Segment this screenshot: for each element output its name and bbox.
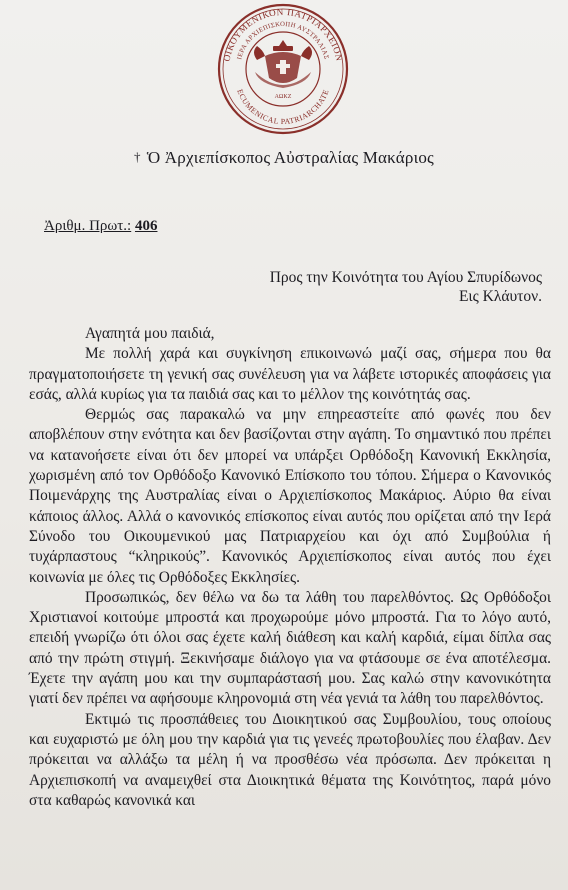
greeting: Αγαπητά μου παιδιά,	[85, 325, 215, 342]
letter-body	[29, 324, 551, 811]
paragraph-2: Θερμώς σας παρακαλώ να μην επηρεαστείτε από φωνές που δεν αποβλέπουν στην ενότητα και δεν βασίζονται στην αγάπη. Το σημαντικό που πρέπει να κατανοήσετε είναι ότι δεν μπορεί να υπάρξει Ορθόδοξη Κανονική Εκκλησία, χωρισμένη από τον Ορθόδοξο Κανονικό Επίσκοπο του τόπου. Σήμερα ο Κανονικός Ποιμενάρχης της Αυστραλίας είναι ο Αρχιεπίσκοπος Μακάριος. Αύριο θα είναι κάποιος άλλος. Αλλά ο κανονικός επίσκοπος είναι αυτός που ορίζεται από την Ιερά Σύνοδο του Οικουμενικού μας Πατριαρχείου και όχι από Συμβούλια ή τυχάρπαστους “κληρικούς”. Κανονικός Αρχιεπίσκοπος είναι αυτός που έχει κοινωνία με όλες τις Ορθόδοξες Εκκλησίες.	[29, 406, 551, 586]
protocol-number	[44, 218, 157, 235]
recipient-line-1: Προς την Κοινότητα του Αγίου Σπυρίδωνος	[269, 269, 542, 286]
paragraph-4: Εκτιμώ τις προσπάθειες του Διοικητικού σας Συμβουλίου, τους οποίους και ευχαριστώ με όλη μου την καρδιά για τις γενεές πρωτοβουλίες που έλαβαν. Δεν πρόκειται να αλλάξω τα μέλη ή να προσθέσω νέα πρόσωπα. Δεν πρόκειται η Αρχιεπισκοπή να αναμειχθεί στα Διοικητικά θέματα της Κοινότητος, παρά μόνο στα καθαρώς κανονικά και	[29, 710, 551, 809]
paragraph-1: Με πολλή χαρά και συγκίνηση επικοινωνώ μαζί σας, σήμερα που θα πραγματοποιήσετε τη γενική σας συνέλευση για να λάβετε ιστορικές αποφάσεις για εσάς, αλλά κυρίως για τα παιδιά σας και το μέλλον της κοινότητάς σας.	[29, 345, 551, 403]
seal-date: ΑΩΚΖ	[274, 94, 292, 100]
double-headed-eagle-icon	[254, 40, 312, 88]
seal-ring-bottom: ECUMENICAL PATRIARCHATE	[235, 87, 331, 127]
paragraph-3: Προσωπικώς, δεν θέλω να δω τα λάθη του παρελθόντος. Ως Ορθόδοξοι Χριστιανοί κοιτούμε μπροστά και προχωρούμε μόνο μπροστά. Για το λόγο αυτό, επειδή γνωρίζω ότι όλοι σας έχετε καλή διάθεση και καλή καρδιά, είμαι δίπλα σας από την πρώτη στιγμή. Ξεκινήσαμε διάλογο για να φτάσουμε σε ένα αποτέλεσμα. Έχετε την αγάπη μου και την συμπαράστασή μου. Σας καλώ στην κανονικότητα γιατί δεν πρέπει να αφήσουμε κληρονομιά στη νέα γενιά τα λάθη του παρελθόντος.	[29, 588, 551, 708]
sender-title	[0, 148, 568, 168]
recipient-block	[270, 268, 542, 306]
protocol-value: 406	[134, 218, 158, 234]
protocol-label: Ἀριθμ. Πρωτ.:	[44, 218, 132, 234]
seal-ring-top: ΟΙΚΟΥΜΕΝΙΚΟΝ ΠΑΤΡΙΑΡΧΕΙΟΝ	[221, 6, 345, 63]
recipient-line-2: Εις Κλάυτον.	[458, 288, 542, 305]
cross-icon: †	[134, 149, 141, 164]
seal-ring-inner: ΙΕΡΑ ΑΡΧΙΕΠΙΣΚΟΠΗ ΑΥΣΤΡΑΛΙΑΣ	[236, 20, 330, 61]
sender-name: Ὁ Ἀρχιεπίσκοπος Αὐστραλίας Μακάριος	[146, 148, 434, 167]
patriarchate-seal	[207, 0, 359, 138]
